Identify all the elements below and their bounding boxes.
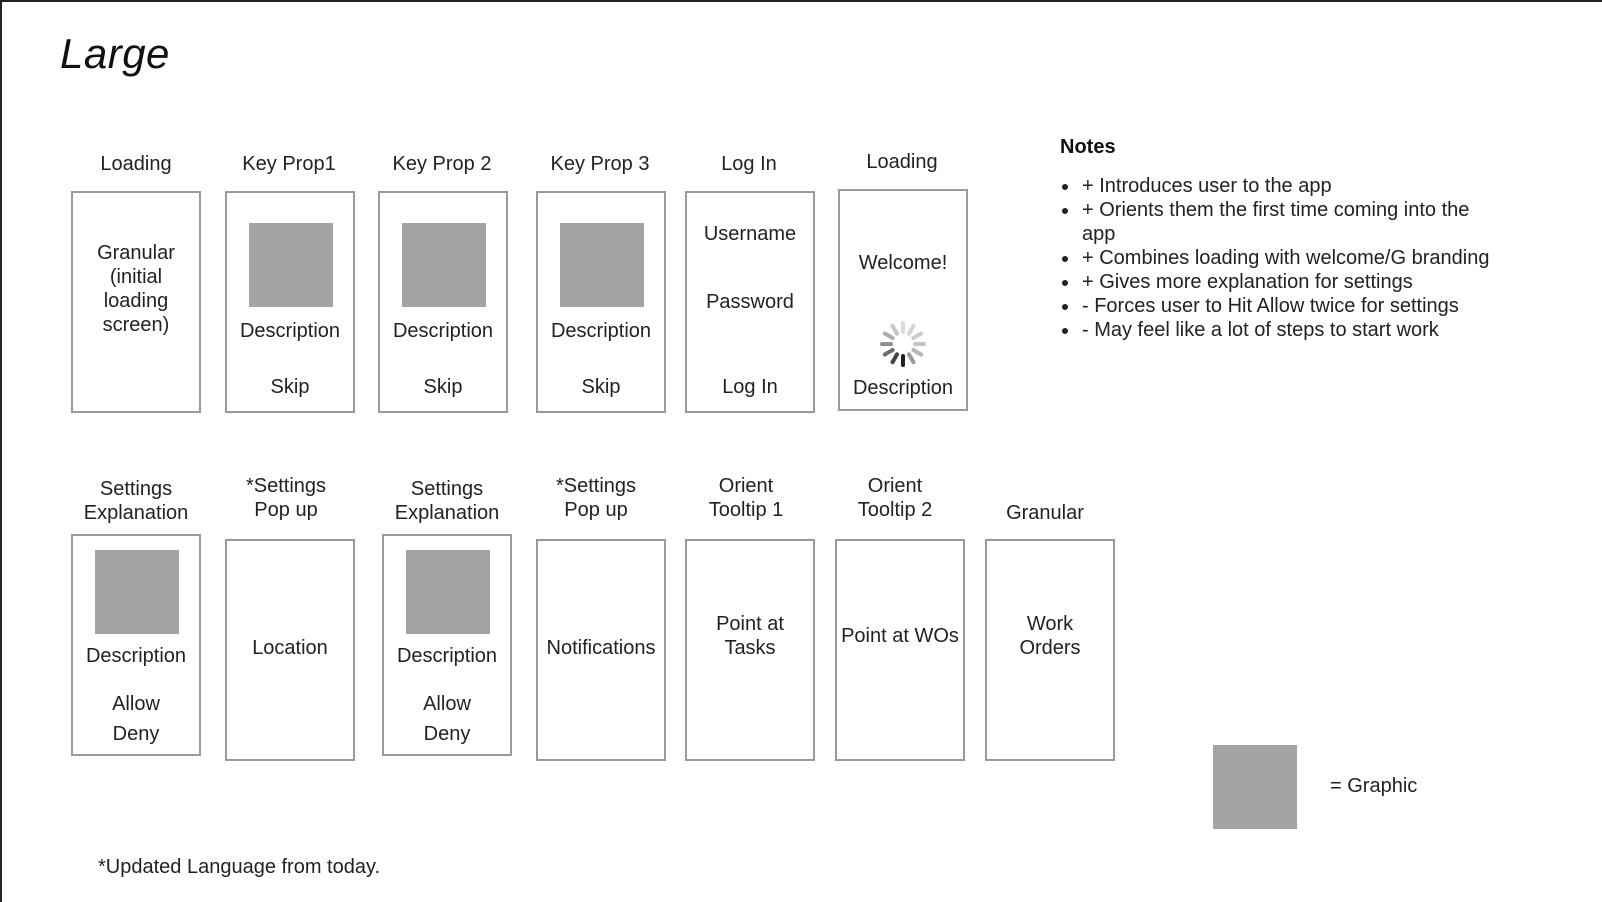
- screen-label-key-prop-3: Key Prop 3: [550, 153, 650, 175]
- allow-button: Allow: [112, 693, 160, 715]
- screen-label-settings-explanation-2: Settings Explanation: [394, 478, 500, 524]
- description-text: Description: [239, 320, 341, 342]
- deny-button: Deny: [112, 723, 160, 745]
- screen-label-loading: Loading: [100, 153, 172, 175]
- notes-list: [1060, 174, 1500, 342]
- skip-button: Skip: [581, 376, 621, 398]
- note-item: • - May feel like a lot of steps to start work: [1080, 318, 1500, 342]
- screen-label-settings-pop-up-2: *Settings Pop up: [555, 475, 637, 521]
- screen-settings-explanation-1: [71, 534, 201, 756]
- point-at-tasks-text: Point at Tasks: [716, 613, 784, 659]
- description-text: Description: [550, 320, 652, 342]
- skip-button: Skip: [270, 376, 310, 398]
- screen-settings-pop-up-location: [225, 539, 355, 761]
- screen-key-prop-3: [536, 191, 666, 413]
- screen-orient-tooltip-1: [685, 539, 815, 761]
- legend-graphic-swatch: [1213, 745, 1297, 829]
- location-text: Location: [252, 637, 328, 659]
- allow-button: Allow: [423, 693, 471, 715]
- notes-title: Notes: [1060, 136, 1116, 158]
- screen-label-orient-tooltip-1: Orient Tooltip 1: [708, 475, 784, 521]
- screen-key-prop-1: [225, 191, 355, 413]
- notifications-text: Notifications: [546, 637, 656, 659]
- left-border: [0, 0, 2, 902]
- screen-key-prop-2: [378, 191, 508, 413]
- description-text: Description: [85, 645, 187, 667]
- loading-spinner-icon: [878, 319, 928, 369]
- description-text: Description: [852, 377, 954, 399]
- graphic-placeholder: [560, 223, 644, 307]
- graphic-placeholder: [249, 223, 333, 307]
- footnote: *Updated Language from today.: [98, 856, 381, 878]
- point-at-wos-text: Point at WOs: [841, 625, 959, 647]
- description-text: Description: [392, 320, 494, 342]
- graphic-placeholder: [95, 550, 179, 634]
- screen-label-settings-pop-up-1: *Settings Pop up: [245, 475, 327, 521]
- screen-label-settings-explanation-1: Settings Explanation: [83, 478, 189, 524]
- deny-button: Deny: [423, 723, 471, 745]
- screen-label-granular: Granular: [1006, 502, 1084, 524]
- top-border: [0, 0, 1602, 2]
- note-item: • + Orients them the first time coming into the app: [1080, 198, 1500, 246]
- graphic-placeholder: [406, 550, 490, 634]
- legend-label: = Graphic: [1330, 775, 1418, 797]
- password-field: Password: [706, 291, 794, 313]
- screen-log-in: [685, 191, 815, 413]
- screen-loading: [71, 191, 201, 413]
- screen-label-orient-tooltip-2: Orient Tooltip 2: [857, 475, 933, 521]
- screen-label-loading-welcome: Loading: [866, 151, 938, 173]
- log-in-button: Log In: [722, 376, 778, 398]
- description-text: Description: [396, 645, 498, 667]
- page-title: Large: [60, 30, 170, 77]
- note-item: • - Forces user to Hit Allow twice for settings: [1080, 294, 1500, 318]
- username-field: Username: [703, 223, 797, 245]
- note-item: • + Introduces user to the app: [1080, 174, 1500, 198]
- screen-label-key-prop-2: Key Prop 2: [392, 153, 492, 175]
- skip-button: Skip: [423, 376, 463, 398]
- note-item: • + Combines loading with welcome/G branding: [1080, 246, 1500, 270]
- screen-loading-welcome: [838, 189, 968, 411]
- screen-settings-pop-up-notifications: [536, 539, 666, 761]
- screen-granular: [985, 539, 1115, 761]
- welcome-text: Welcome!: [858, 252, 948, 274]
- work-orders-text: Work Orders: [1019, 613, 1081, 659]
- screen-body-text: Granular (initial loading screen): [97, 242, 175, 336]
- screen-label-log-in: Log In: [721, 153, 777, 175]
- screen-orient-tooltip-2: [835, 539, 965, 761]
- screen-settings-explanation-2: [382, 534, 512, 756]
- graphic-placeholder: [402, 223, 486, 307]
- screen-label-key-prop-1: Key Prop1: [242, 153, 336, 175]
- note-item: • + Gives more explanation for settings: [1080, 270, 1500, 294]
